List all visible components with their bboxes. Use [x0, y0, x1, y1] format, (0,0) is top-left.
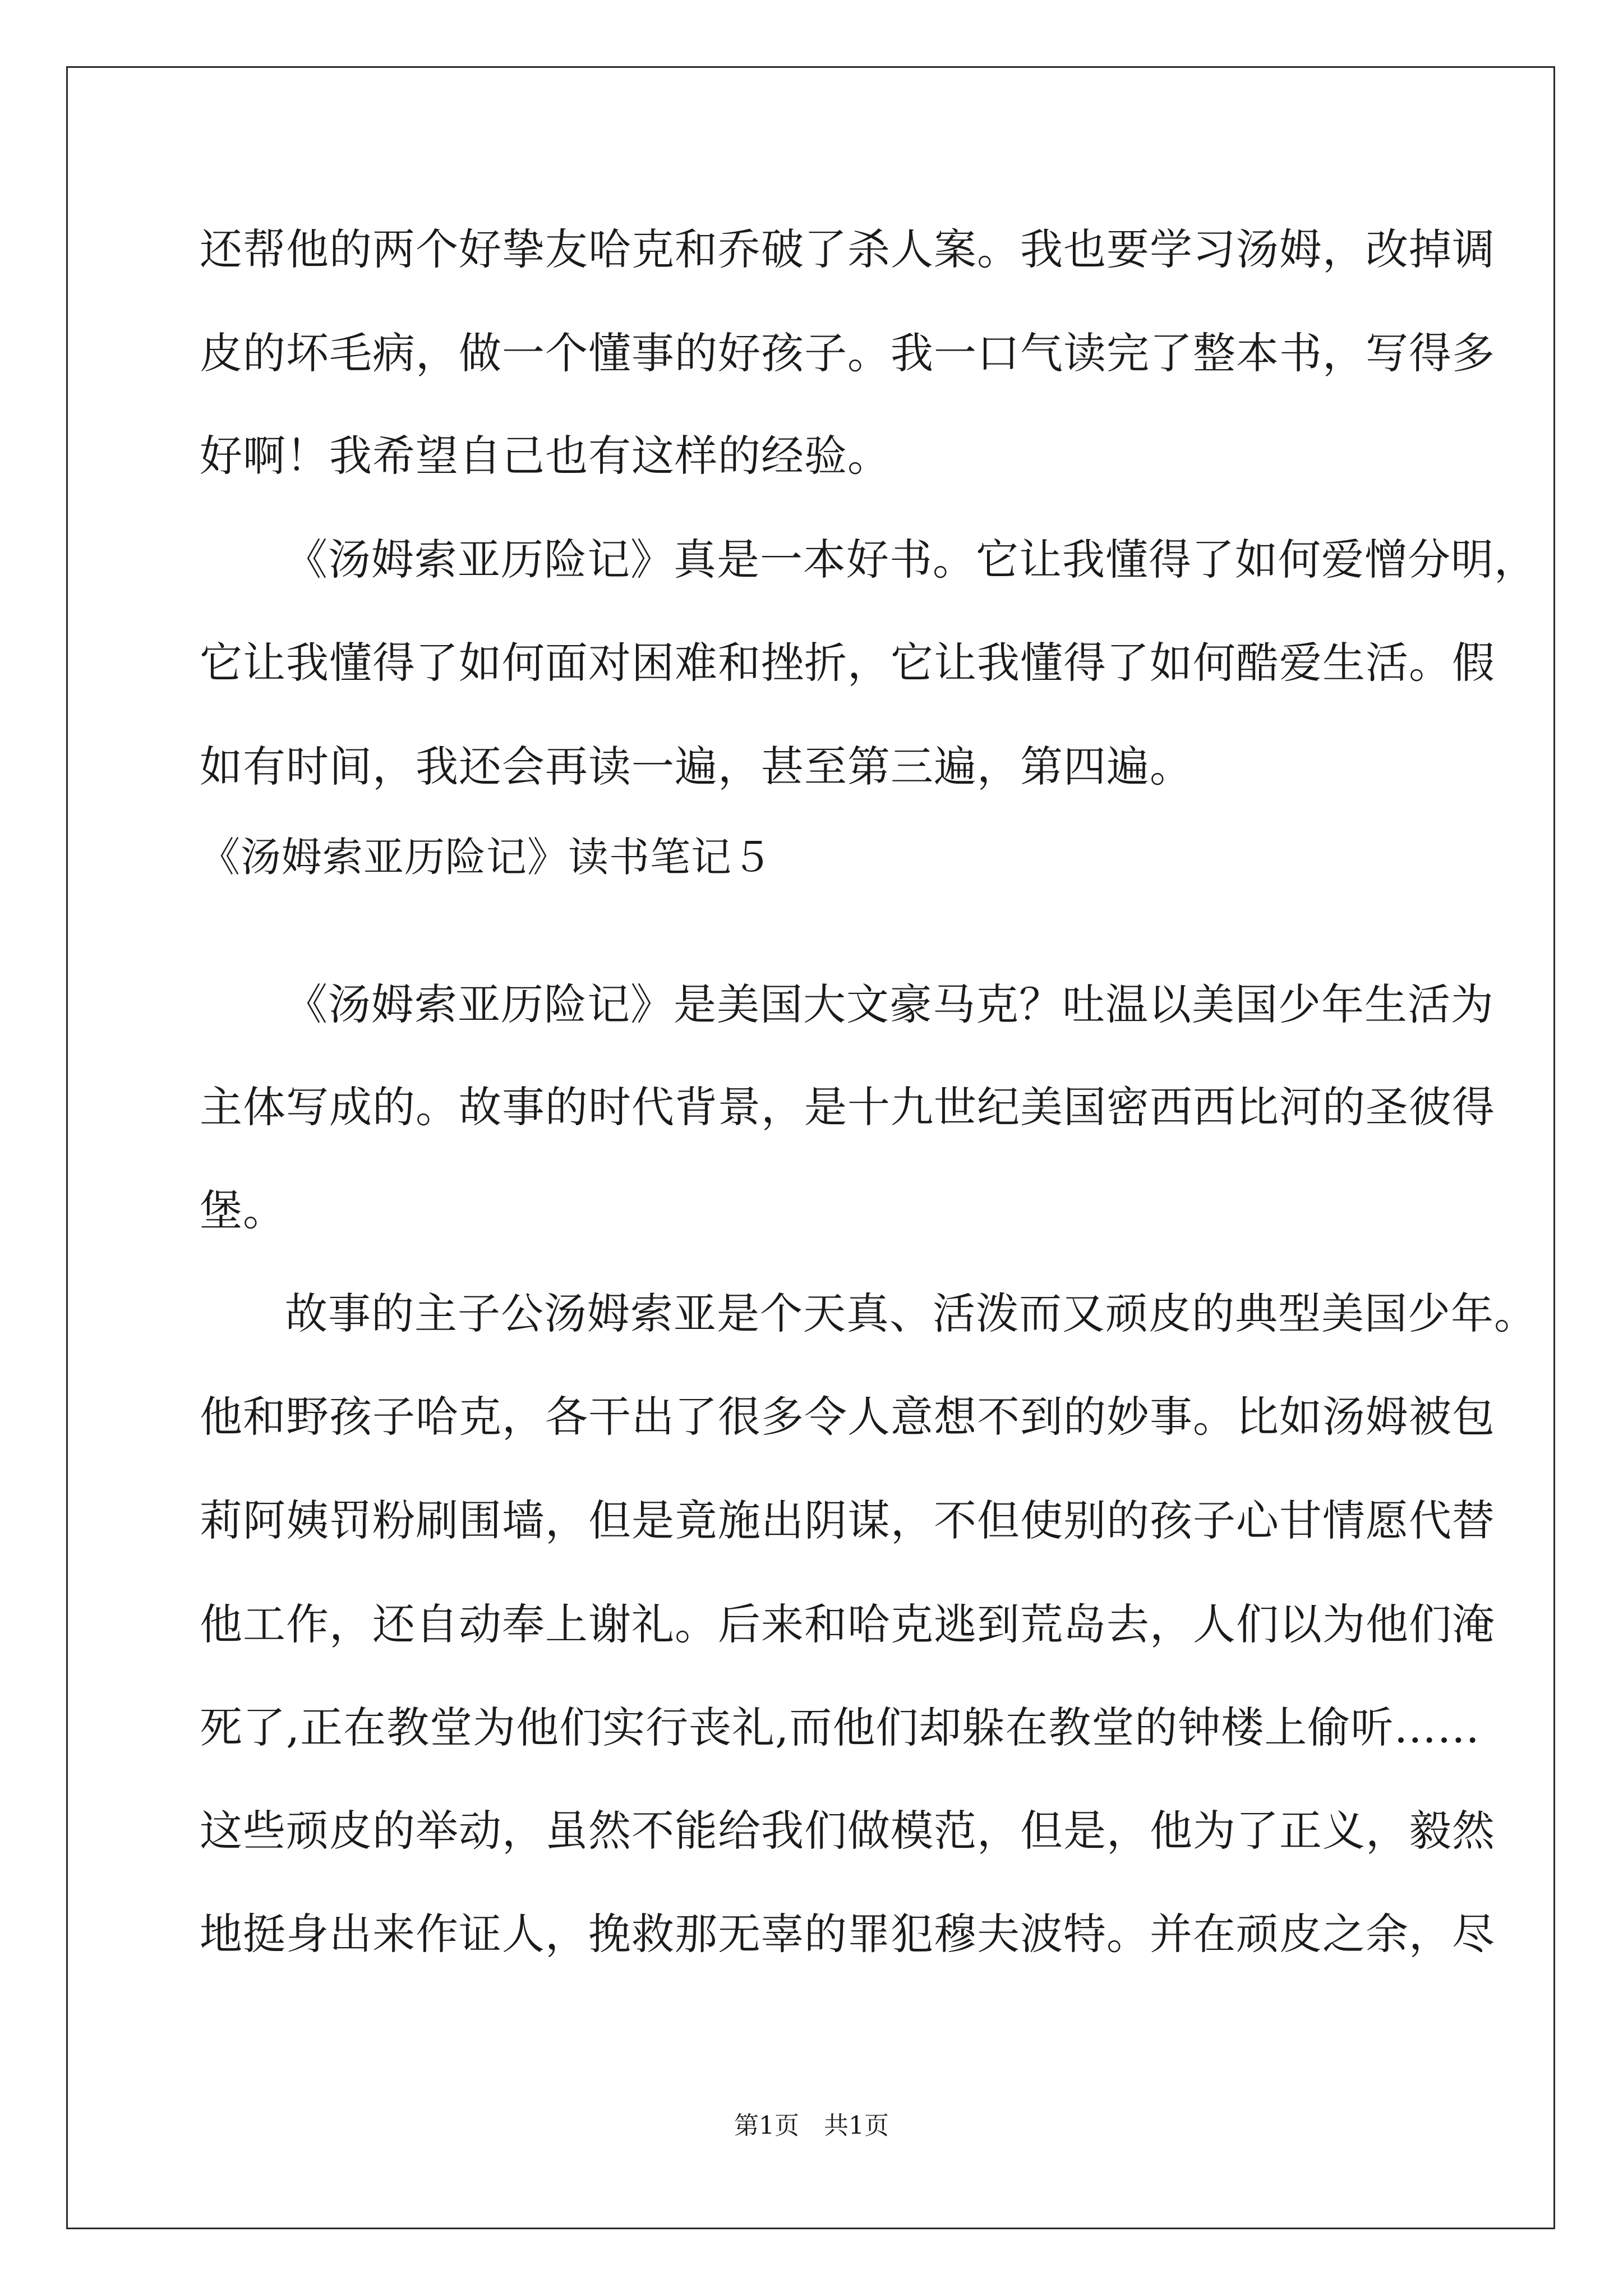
paragraph-line: 如有时间，我还会再读一遍，甚至第三遍，第四遍。: [200, 742, 1193, 792]
paragraph-line: 还帮他的两个好挚友哈克和乔破了杀人案。我也要学习汤姆，改掉调: [200, 224, 1495, 274]
paragraph-line: 《汤姆索亚历险记》是美国大文豪马克？吐温以美国少年生活为: [285, 979, 1494, 1029]
paragraph-line: 堡。: [200, 1185, 286, 1235]
paragraph-line: 主体写成的。故事的时代背景，是十九世纪美国密西西比河的圣彼得: [200, 1082, 1495, 1132]
page-number-footer: 第1页 共1页: [734, 2111, 889, 2140]
paragraph-line: 好啊！我希望自己也有这样的经验。: [200, 431, 891, 481]
paragraph-line: 故事的主子公汤姆索亚是个天真、活泼而又顽皮的典型美国少年。: [285, 1289, 1537, 1338]
paragraph-line: 这些顽皮的举动，虽然不能给我们做模范，但是，他为了正义，毅然: [200, 1806, 1495, 1856]
section-heading: 《汤姆索亚历险记》读书笔记５: [200, 834, 773, 881]
paragraph-line: 《汤姆索亚历险记》真是一本好书。它让我懂得了如何爱憎分明，: [285, 535, 1537, 585]
paragraph-line: 地挺身出来作证人，挽救那无辜的罪犯穆夫波特。并在顽皮之余，尽: [200, 1909, 1495, 1959]
paragraph-line: 他和野孩子哈克，各干出了很多令人意想不到的妙事。比如汤姆被包: [200, 1392, 1495, 1442]
paragraph-line: 莉阿姨罚粉刷围墙，但是竟施出阴谋，不但使别的孩子心甘情愿代替: [200, 1496, 1495, 1545]
paragraph-line: 他工作，还自动奉上谢礼。后来和哈克逃到荒岛去，人们以为他们淹: [200, 1599, 1495, 1649]
page-frame: [66, 66, 1555, 2229]
paragraph-line: 死了,正在教堂为他们实行丧礼,而他们却躲在教堂的钟楼上偷听……: [200, 1703, 1481, 1752]
paragraph-line: 它让我懂得了如何面对困难和挫折，它让我懂得了如何酷爱生活。假: [200, 638, 1495, 688]
paragraph-line: 皮的坏毛病，做一个懂事的好孩子。我一口气读完了整本书，写得多: [200, 328, 1495, 378]
